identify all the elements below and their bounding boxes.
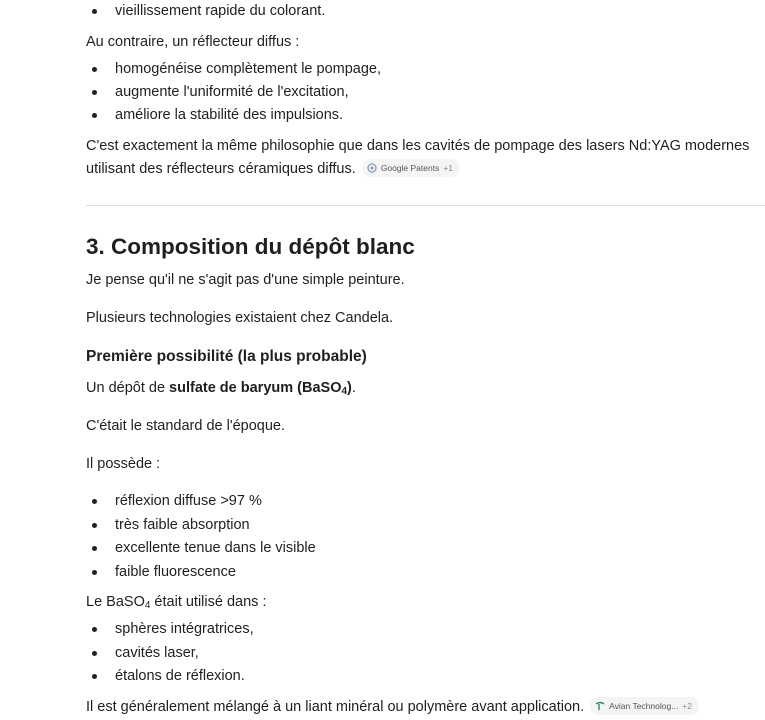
bullet-icon xyxy=(92,651,97,656)
source-chip-google-patents[interactable] xyxy=(362,159,460,177)
source-chip-avian[interactable] xyxy=(590,697,699,715)
bullet-icon xyxy=(92,523,97,528)
bullet-icon xyxy=(92,9,97,14)
philosophy-line-1: C'est exactement la même philosophie que dans les cavités de pompage des lasers Nd:YAG modernes xyxy=(86,138,750,154)
list-item: réflexion diffuse >97 % xyxy=(86,491,262,511)
list-item: sphères intégratrices, xyxy=(86,619,254,639)
subheading: Première possibilité (la plus probable) xyxy=(86,348,367,365)
diffuse-intro: Au contraire, un réflecteur diffus : xyxy=(86,34,300,50)
paragraph-possede: Il possède : xyxy=(86,456,161,472)
list-item: excellente tenue dans le visible xyxy=(86,538,316,558)
paragraph-mix: Il est généralement mélangé à un liant minéral ou polymère avant application. Avian Technolog... +2 xyxy=(86,697,699,717)
list-item: faible fluorescence xyxy=(86,562,236,582)
section-divider xyxy=(86,205,765,206)
paragraph-standard: C'était le standard de l'époque. xyxy=(86,418,286,434)
chip-label: Google Patents xyxy=(380,163,440,174)
bullet-icon xyxy=(92,499,97,504)
avian-technologies-icon xyxy=(595,701,605,711)
paragraph-tech: Plusieurs technologies existaient chez Candela. xyxy=(86,310,394,326)
bullet-icon xyxy=(92,67,97,72)
bullet-icon xyxy=(92,674,97,679)
bullet-icon xyxy=(92,546,97,551)
bullet-icon xyxy=(92,90,97,95)
paragraph-deposit: Un dépôt de sulfate de baryum (BaSO$_4$). xyxy=(86,380,356,397)
chip-count: +2 xyxy=(682,701,692,712)
list-item: très faible absorption xyxy=(86,515,250,535)
bullet-icon xyxy=(92,113,97,118)
philosophy-line-2: utilisant des réflecteurs céramiques diffus. Google Patents +1 xyxy=(86,159,460,179)
bullet-icon xyxy=(92,627,97,632)
bullet-icon xyxy=(92,570,97,575)
list-item: améliore la stabilité des impulsions. xyxy=(86,105,343,125)
list-item: vieillissement rapide du colorant. xyxy=(86,1,325,21)
list-item: augmente l'uniformité de l'excitation, xyxy=(86,82,349,102)
chip-label: Avian Technolog... xyxy=(609,701,679,712)
list-item: homogénéise complètement le pompage, xyxy=(86,59,381,79)
list-item: cavités laser, xyxy=(86,643,199,663)
google-patents-icon xyxy=(367,163,377,173)
list-item: étalons de réflexion. xyxy=(86,666,245,686)
paragraph-paint: Je pense qu'il ne s'agit pas d'une simple peinture. xyxy=(86,272,405,288)
uses-intro: Le BaSO$_4$ était utilisé dans : xyxy=(86,594,267,611)
chip-count: +1 xyxy=(443,163,454,174)
section-title: 3. Composition du dépôt blanc xyxy=(86,234,415,259)
